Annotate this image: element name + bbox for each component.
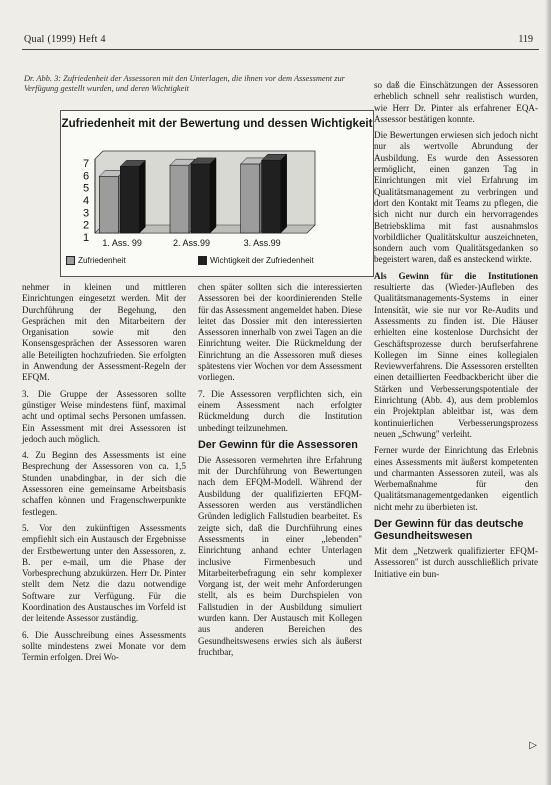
- y-tick-label: 1: [83, 232, 90, 244]
- text-column-3: [374, 80, 538, 585]
- lead-institutionen: Als Gewinn für die Institutionen: [374, 270, 538, 281]
- legend-swatch-wichtigkeit: [198, 256, 207, 265]
- y-tick-label: 5: [83, 182, 90, 195]
- section-heading-gesundheitswesen: Der Gewinn für das deutsche Gesundheitswesen: [374, 517, 524, 542]
- text-column-1: [22, 282, 186, 669]
- bar-zufriedenheit: [170, 165, 189, 233]
- bar-side-face: [281, 154, 287, 233]
- section-heading-assessoren: Der Gewinn für die Assessoren: [198, 438, 358, 451]
- col1-paragraph: 5. Vor den zukünftigen Assessments empfiehlt sich ein Austausch der Ergebnisse der Erstbewertung unter den Assessoren, z. B. per e-mail, um die Phase der Vorbesprechung abzukürzen. Herr Dr. Pinter stellt dem Netz die dazu notwendige Software zur Verfügung. Für die Koordination des Austausches im Vorfeld ist der leitende Assessor zuständig.: [22, 522, 186, 624]
- figure-caption: Dr. Abb. 3: Zufriedenheit der Assessoren mit den Unterlagen, die ihnen vor dem Assessment zur Verfügung gestellt wurden, und deren Wichtigkeit: [24, 74, 345, 93]
- col1-paragraph: 6. Die Ausschreibung eines Assessments sollte mindestens zwei Monate vor dem Termin erfolgen. Drei Wo-: [22, 629, 186, 663]
- col1-paragraph: nehmer in kleinen und mittleren Einrichtungen eingesetzt werden. Mit der Durchführung der Begehung, den Gesprächen mit den Mitarbeitern der Organisation sowie mit den Konsensgesprächen der Assessoren waren alle Beteiligten hochzufrieden. Sie erfolgten in Anwendung der Assessment-Regeln der EFQM.: [22, 282, 186, 383]
- page-number: 119: [518, 34, 533, 45]
- col3-paragraph: Die Bewertungen erwiesen sich jedoch nicht nur als wertvolle Abrundung der Ausbildung. Es wurde den Assessoren ermöglicht, einen ganzen Tag in Einrichtungen mit viel Erfahrung im Qualitätsmanagement zu verbringen und dort den Kontakt mit Teams zu pflegen, die sich nicht nur durch ein hervorragendes Betriebsklima mit fast ausnahmslos vorbildlicher Qualitätskultur auszeichneten, sondern auch vom Qualitätsgedanken so begeistert waren, daß es ansteckend wirkte.: [374, 130, 538, 265]
- col1-paragraph: 4. Zu Beginn des Assessments ist eine Besprechung der Assessoren von ca. 1,5 Stunden unabdingbar, in der sich die Assessoren eine gemeinsame Arbeitsbasis schaffen können und Fragenschwerpunkte festlegen.: [22, 450, 186, 517]
- col3-paragraph: Mit dem „Netzwerk qualifizierter EFQM-Assessoren" ist durch ausschließlich private Initiative ein bun-: [374, 545, 538, 579]
- bar-wichtigkeit-der-zufriedenheit: [120, 166, 139, 233]
- col3-paragraph: so daß die Einschätzungen der Assessoren erheblich schnell sehr realistisch wurden, wie Herr Dr. Pinter als erfahrener EQA-Assessor bestätigen konnte.: [374, 80, 538, 124]
- chart-title: Zufriedenheit mit der Bewertung und dessen Wichtigkeit: [61, 117, 373, 130]
- text-column-2: [198, 282, 362, 663]
- legend-item-zufriedenheit: [66, 256, 126, 265]
- bar-chart: [61, 111, 373, 276]
- scan-edge-shadow: [545, 0, 551, 785]
- legend-item-wichtigkeit: [198, 256, 314, 265]
- col2-paragraph: chen später sollten sich die interessierten Assessoren bei der koordinierenden Stelle für das Assessment angemeldet haben. Diese leitet das Dossier mit den interessierten Assessoren innerhalb von zwei Tagen an die Einrichtung weiter. Die Rückmeldung der Einrichtung an die Assessoren muß dieses spätestens vier Wochen vor dem Assessment vorliegen.: [198, 282, 362, 383]
- chart-figure: [60, 110, 374, 277]
- bar-side-face: [139, 160, 145, 233]
- col3-paragraph-institutionen: [374, 271, 538, 440]
- x-tick-label: 2. Ass.99: [173, 238, 211, 248]
- bar-wichtigkeit-der-zufriedenheit: [191, 164, 210, 233]
- col2-paragraph: 7. Die Assessoren verpflichten sich, ein einem Assessment nach erfolgter Rückmeldung durch die Institution unbedingt teilzunehmen.: [198, 388, 362, 433]
- y-tick-label: 2: [83, 219, 90, 232]
- x-tick-label: 3. Ass.99: [243, 238, 281, 248]
- y-tick-label: 6: [83, 170, 90, 183]
- col1-paragraph: 3. Die Gruppe der Assessoren sollte günstiger Weise mindestens fünf, maximal acht und optimal sechs Personen umfassen. Ein Assessment mit drei Assessoren ist jedoch auch möglich.: [22, 388, 186, 444]
- x-tick-label: 1. Ass. 99: [102, 238, 142, 248]
- bar-side-face: [210, 158, 216, 233]
- bar-zufriedenheit: [99, 176, 118, 233]
- bar-zufriedenheit: [241, 164, 260, 233]
- col2-paragraph: Die Assessoren vermehrten ihre Erfahrung mit der Durchführung von Bewertungen nach dem EFQM-Modell. Während der Ausbildung der qualifizierten EFQM-Assessoren werden aus verständlichen Gründen lediglich Fallstudien bearbeitet. Es zeigte sich, daß die Durchführung eines Assessments in einer „lebenden" Einrichtung anhand echter Unterlagen inclusive Firmenbesuch und Mitarbeiterbefragung ein sehr komplexer Vorgang ist, der weit mehr Anforderungen stellt, als es beim Durchspielen von Fallstudien in der Ausbildung simuliert wurden kann. Der Austausch mit Kollegen aus anderen Bereichen des Gesundheitswesens erwies sich als äußerst fruchtbar,: [198, 454, 362, 657]
- y-tick-label: 7: [83, 158, 90, 170]
- bar-wichtigkeit-der-zufriedenheit: [262, 160, 281, 233]
- legend-swatch-zufriedenheit: [66, 256, 75, 265]
- col3-paragraph: Ferner wurde der Einrichtung das Erlebnis eines Assessments mit äußerst kompetenten und charmanten Assessoren zuteil, was als Werbemaßnahme für den Qualitätsmanagementgedanken eigentlich nicht mehr zu überbieten ist.: [374, 445, 538, 512]
- legend-label-wichtigkeit: Wichtigkeit der Zufriedenheit: [210, 256, 314, 265]
- running-head: Qual (1999) Heft 4: [24, 34, 106, 45]
- legend-label-zufriedenheit: Zufriedenheit: [78, 256, 126, 265]
- continue-arrow-icon: ▷: [529, 740, 537, 751]
- lead-rest: resultierte das (Wieder-)Aufleben des Qualitätsmanagements-Systems in einer Intensität, wie sie nur vor Re-Audits und Assessments zu finden ist. Die Häuser erhielten eine kostenlose Durchsicht der Geschäftsprozesse durch berufserfahrene Kollegen im Sinne eines kollegialen Reviewverfahrens. Die Assessoren erstellten einen detaillierten Feedbackbericht über die Stärken und Verbesserungspotentiale der Einrichtung (Abb. 4), aus dem problemlos ein Projektplan ableitbar ist, was dem kontinuierlichen Verbesserungsprozess neuen „Schwung" verleiht.: [374, 282, 538, 439]
- header-rule: [22, 49, 539, 50]
- y-tick-label: 4: [83, 195, 90, 207]
- y-tick-label: 3: [83, 207, 90, 220]
